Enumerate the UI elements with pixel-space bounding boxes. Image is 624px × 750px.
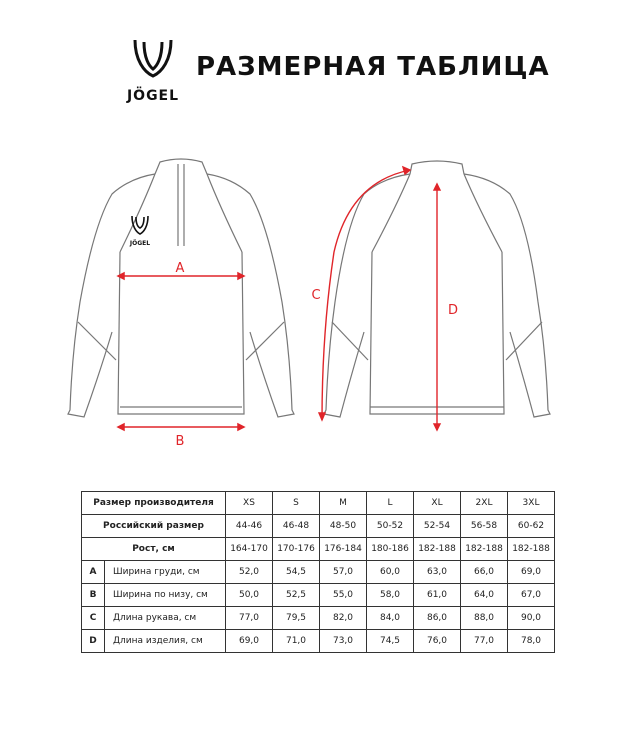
table-cell: 79,5	[273, 607, 320, 630]
table-cell: 63,0	[414, 561, 461, 584]
table-cell: 182-188	[461, 538, 508, 561]
measure-c-label: C	[311, 288, 321, 303]
table-row-b	[82, 584, 555, 607]
row-letter: D	[82, 630, 105, 653]
table-cell: 176-184	[320, 538, 367, 561]
table-cell: 46-48	[273, 515, 320, 538]
table-cell: 76,0	[414, 630, 461, 653]
table-cell: 48-50	[320, 515, 367, 538]
row-label: Длина изделия, см	[105, 630, 226, 653]
table-cell: 64,0	[461, 584, 508, 607]
logo-text: JÖGEL	[126, 88, 180, 104]
table-row-c	[82, 607, 555, 630]
measure-d-arrow	[434, 184, 440, 430]
table-cell: 90,0	[508, 607, 555, 630]
table-cell: 180-186	[367, 538, 414, 561]
size-cell: L	[367, 492, 414, 515]
table-cell: 82,0	[320, 607, 367, 630]
table-cell: 84,0	[367, 607, 414, 630]
size-cell: 3XL	[508, 492, 555, 515]
row-letter: C	[82, 607, 105, 630]
table-cell: 170-176	[273, 538, 320, 561]
size-table	[81, 491, 555, 653]
table-cell: 61,0	[414, 584, 461, 607]
row-label: Ширина по низу, см	[105, 584, 226, 607]
table-cell: 182-188	[414, 538, 461, 561]
table-row-russian	[82, 515, 555, 538]
table-cell: 55,0	[320, 584, 367, 607]
row-letter: A	[82, 561, 105, 584]
measure-a-label: A	[175, 261, 185, 276]
table-cell: 52,0	[226, 561, 273, 584]
height-label-cell: Рост, см	[82, 538, 226, 561]
table-cell: 77,0	[461, 630, 508, 653]
size-cell: M	[320, 492, 367, 515]
size-cell: XS	[226, 492, 273, 515]
table-cell: 86,0	[414, 607, 461, 630]
table-row-a	[82, 561, 555, 584]
table-cell: 71,0	[273, 630, 320, 653]
table-cell: 56-58	[461, 515, 508, 538]
logo-mark-icon	[132, 38, 174, 82]
garment-diagram	[60, 152, 580, 452]
russian-label-cell: Российский размер	[82, 515, 226, 538]
table-row-height	[82, 538, 555, 561]
table-cell: 57,0	[320, 561, 367, 584]
measure-b-label: B	[175, 434, 185, 449]
table-cell: 77,0	[226, 607, 273, 630]
table-cell: 73,0	[320, 630, 367, 653]
table-cell: 164-170	[226, 538, 273, 561]
page-title: РАЗМЕРНАЯ ТАБЛИЦА	[196, 52, 550, 82]
row-label: Длина рукава, см	[105, 607, 226, 630]
table-cell: 74,5	[367, 630, 414, 653]
table-cell: 69,0	[508, 561, 555, 584]
table-cell: 50-52	[367, 515, 414, 538]
table-cell: 44-46	[226, 515, 273, 538]
table-cell: 52,5	[273, 584, 320, 607]
size-cell: 2XL	[461, 492, 508, 515]
chest-logo-icon	[132, 216, 148, 234]
table-cell: 66,0	[461, 561, 508, 584]
header-label-cell: Размер производителя	[82, 492, 226, 515]
table-cell: 50,0	[226, 584, 273, 607]
table-cell: 58,0	[367, 584, 414, 607]
measure-d-label: D	[447, 303, 459, 318]
table-cell: 69,0	[226, 630, 273, 653]
brand-logo	[118, 38, 188, 104]
table-cell: 60-62	[508, 515, 555, 538]
table-cell: 88,0	[461, 607, 508, 630]
row-label: Ширина груди, см	[105, 561, 226, 584]
row-letter: B	[82, 584, 105, 607]
table-cell: 52-54	[414, 515, 461, 538]
table-cell: 182-188	[508, 538, 555, 561]
measure-b-arrow	[118, 424, 244, 430]
table-cell: 54,5	[273, 561, 320, 584]
table-cell: 67,0	[508, 584, 555, 607]
size-cell: XL	[414, 492, 461, 515]
chest-logo-text: JÖGEL	[129, 240, 151, 247]
table-cell: 60,0	[367, 561, 414, 584]
size-cell: S	[273, 492, 320, 515]
table-cell: 78,0	[508, 630, 555, 653]
front-view	[68, 159, 294, 417]
table-row-header	[82, 492, 555, 515]
table-row-d	[82, 630, 555, 653]
